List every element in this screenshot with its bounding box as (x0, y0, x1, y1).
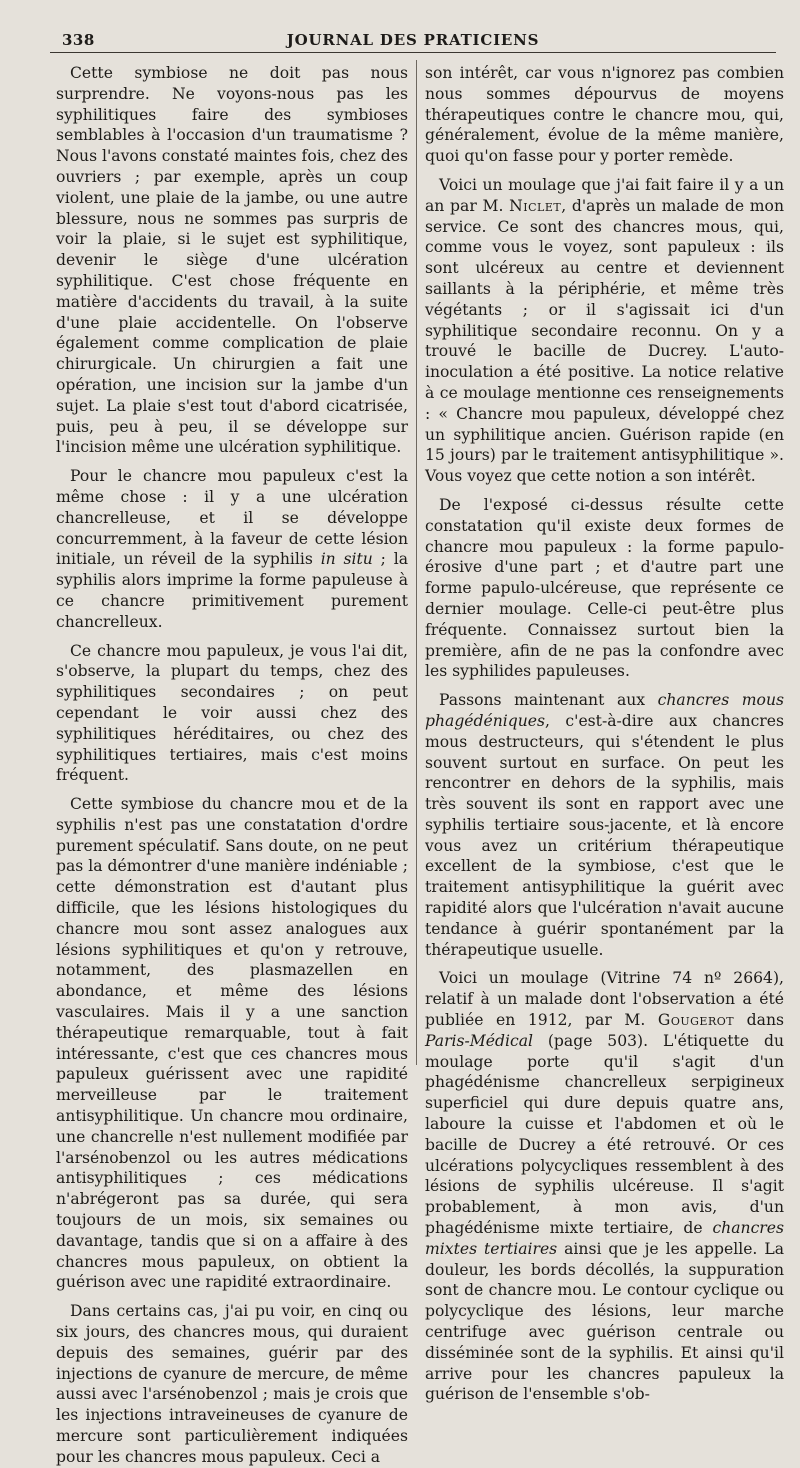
left-paragraph-3: Ce chancre mou papuleux, je vous l'ai dit, s'observe, la plupart du temps, chez des syphilitiques secondaires ; on peut cependant le voir aussi chez des syphilitiques héréditaires, ou chez des syphilitiques tertiaires, mais c'est moins fréquent. (56, 641, 408, 785)
left-paragraph-4: Cette symbiose du chancre mou et de la syphilis n'est pas une constatation d'ordre purement spéculatif. Sans doute, on ne peut pas la démontrer d'une manière indéniable ; cette démonstration est d'autant plus difficile, que les lésions histologiques du chancre mou sont assez analogues aux lésions syphilitiques et qu'on y retrouve, notamment, des plasmazellen en abondance, et même des lésions vasculaires. Mais il y a une sanction thérapeutique remarquable, tout à fait intéressante, c'est que ces chancres mous papuleux guérissent avec une rapidité merveilleuse par le traitement antisyphilitique. Un chancre mou ordinaire, une chancrelle n'est nullement modifiée par l'arsénobenzol ou les autres médications antisyphilitiques ; ces médications n'abrégeront pas sa durée, qui sera toujours de un mois, six semaines ou davantage, tandis que si on a affaire à des chancres mous papuleux, on obtient la guérison avec une rapidité extraordinaire. (56, 795, 408, 1292)
author-name-niclet: Niclet (509, 196, 562, 215)
right-paragraph-2-text-a: Voici un moulage que j'ai fait faire il y a un an par M. (425, 175, 784, 215)
page-header (50, 28, 776, 53)
left-paragraph-5: Dans certains cas, j'ai pu voir, en cinq ou six jours, des chancres mous, qui duraient depuis des semaines, guérir par des injections de cyanure de mercure, de même aussi avec l'arsénobenzol ; mais je crois que les injections intraveineuses de cyanure de mercure sont particulièrement indiquées pour les chancres mous papuleux. Ceci a (56, 1302, 408, 1466)
right-paragraph-3: De l'exposé ci-dessus résulte cette constatation qu'il existe deux formes de chancre mou papuleux : la forme papulo-érosive d'une part ; et d'autre part une forme papulo-ulcéreuse, que représente ce dernier moulage. Celle-ci peut-être plus fréquente. Connaissez surtout bien la première, afin de ne pas la confondre avec les syphilides papuleuses. (425, 495, 784, 681)
right-paragraph-4 (425, 690, 784, 960)
left-column (56, 63, 409, 1466)
right-paragraph-5-text-d: ainsi que je les appelle. La douleur, les bords décollés, la suppuration sont de chancre mou. Le contour cyclique ou polycyclique des lésions, leur marche centrifuge avec guérison centrale ou disséminée sont de la syphilis. Et ainsi qu'il arrive pour les chancres papuleux la guérison de l'ensemble s'ob- (425, 1239, 784, 1404)
left-paragraph-2 (56, 466, 408, 632)
page-number: 338 (62, 31, 95, 49)
journal-title-italic: Paris-Médical (425, 1031, 533, 1050)
right-paragraph-5-text-a: Voici un moulage (Vitrine 74 nº 2664), relatif à un malade dont l'observation a été publiée en 1912, par M. (425, 969, 784, 1030)
right-column (425, 63, 784, 1404)
right-paragraph-5-text-b: dans (734, 1011, 784, 1030)
left-paragraph-2-text-b: ; la syphilis alors imprime la forme papuleuse à ce chancre primitivement purement chancrelleux. (56, 550, 408, 631)
right-paragraph-1: son intérêt, car vous n'ignorez pas combien nous sommes dépourvus de moyens thérapeutiques contre le chancre mou, qui, généralement, évolue de la même manière, quoi qu'on fasse pour y porter remède. (425, 64, 784, 166)
right-paragraph-2 (425, 175, 784, 487)
mixed-chancres-italic: chancres mixtes tertiaires (425, 1219, 784, 1258)
right-paragraph-2-text-b: , d'après un malade de mon service. Ce sont des chancres mous, qui, comme vous le voyez, sont papuleux : ils sont ulcéreux au centre et deviennent saillants à la périphérie, et même très végétants ; or il s'agissait ici d'un syphilitique secondaire reconnu. On y a trouvé le bacille de Ducrey. L'auto-inoculation a été positive. La notice relative à ce moulage mentionne ces renseignements : « Chancre mou papuleux, développé chez un syphilitique ancien. Guérison rapide (en 15 jours) par le traitement antisyphilitique ». Vous voyez que cette notion a son intérêt. (425, 196, 784, 486)
right-paragraph-5 (425, 968, 784, 1405)
in-situ-italic: in situ (320, 550, 373, 569)
right-paragraph-4-text-a: Passons maintenant aux (439, 691, 658, 710)
left-paragraph-2-text-a: Pour le chancre mou papuleux c'est la même chose : il y a une ulcération chancrelleuse, et il se développe concurremment, à la faveur de cette lésion initiale, un réveil de la syphilis (56, 467, 408, 569)
right-paragraph-4-text-b: , c'est-à-dire aux chancres mous destructeurs, qui s'étendent le plus souvent surtout en surface. On peut les rencontrer en dehors de la syphilis, mais très souvent ils sont en rapport avec une syphilis tertiaire sous-jacente, et là encore vous avez un critérium thérapeutique excellent de la symbiose, c'est que le traitement antisyphilitique la guérit avec rapidité alors que l'ulcération n'avait aucune tendance à guérir spontanément par la thérapeutique usuelle. (425, 711, 784, 959)
left-paragraph-1: Cette symbiose ne doit pas nous surprendre. Ne voyons-nous pas les syphilitiques faire des symbioses semblables à l'occasion d'un traumatisme ? Nous l'avons constaté maintes fois, chez des ouvriers ; par exemple, après un coup violent, une plaie de la jambe, ou une autre blessure, nous ne sommes pas surpris de voir la plaie, si le sujet est syphilitique, devenir le siège d'une ulcération syphilitique. C'est chose fréquente en matière d'accidents du travail, à la suite d'une plaie accidentelle. On l'observe également comme complication de plaie chirurgicale. Un chirurgien a fait une opération, une incision sur la jambe d'un sujet. La plaie s'est tout d'abord cicatrisée, puis, peu à peu, il se développe sur l'incision même une ulcération syphilitique. (56, 64, 409, 457)
running-title: JOURNAL DES PRATICIENS (286, 31, 540, 49)
phagedenic-chancres-italic: chancres mous phagédéniques (425, 691, 784, 730)
column-divider (416, 60, 417, 1065)
author-name-gougerot: Gougerot (657, 1011, 735, 1030)
right-paragraph-5-text-c: (page 503). L'étiquette du moulage porte qu'il s'agit d'un phagédénisme chancrelleux serpigineux superficiel qui dure depuis quatre ans, laboure la cuisse et l'abdomen et où le bacille de Ducrey a été retrouvé. Or ces ulcérations polycycliques ressemblent à des lésions de syphilis ulcéreuse. Il s'agit probablement, à mon avis, d'un phagédénisme mixte tertiaire, de (425, 1031, 784, 1238)
